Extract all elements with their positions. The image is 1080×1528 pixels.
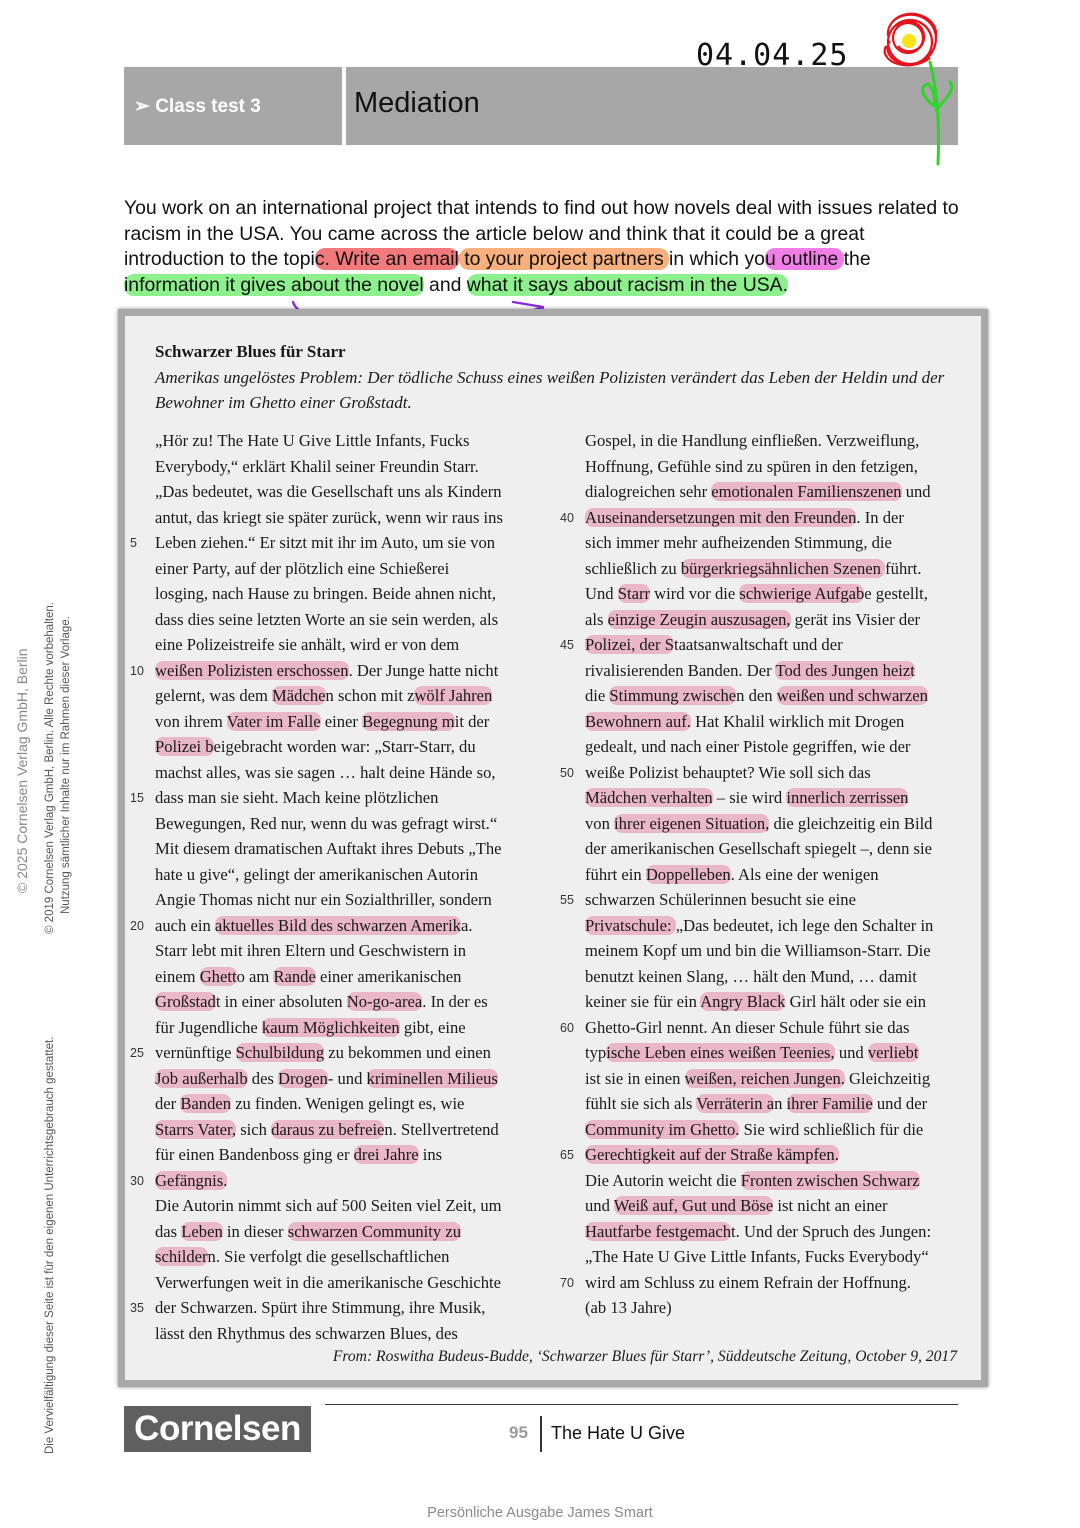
footer-rule <box>325 1404 958 1405</box>
marked-phrase: verliebt <box>867 1043 919 1062</box>
text-run: gerät ins Visier der <box>790 609 921 629</box>
text-run: sich <box>236 1119 272 1139</box>
text-run: ist nicht an einer <box>773 1196 888 1215</box>
article-line <box>585 734 980 760</box>
text-run: Hoffnung, Gefühle sind zu spüren in den fetzigen, <box>585 456 918 476</box>
line-number: 35 <box>130 1301 144 1315</box>
article-line <box>585 709 980 735</box>
marked-phrase: Schulbildung <box>235 1043 325 1062</box>
text-run: die <box>585 686 610 705</box>
marked-phrase: Starr <box>617 584 650 603</box>
header-band <box>124 67 958 145</box>
text-run: - und <box>327 1068 367 1088</box>
article-line <box>585 1040 980 1066</box>
text-run: – sie wird <box>712 788 787 807</box>
article-line <box>155 709 545 735</box>
article-line <box>585 1066 980 1092</box>
text-run: der amerikanischen Gesellschaft spiegelt –, denn sie <box>585 839 932 858</box>
text-run: benutzt keinen Slang, … hält den Mund, … damit <box>585 966 917 986</box>
text-run: der <box>155 1094 181 1113</box>
text-run: dass man sie sieht. Mach keine plötzlichen <box>155 788 439 807</box>
task-text-3: the <box>843 248 871 270</box>
text-run: „Das bedeutet, was die Gesellschaft uns als Kindern <box>155 482 502 501</box>
text-run: t in einer absoluten <box>215 992 347 1011</box>
marked-phrase: No-go-area <box>346 992 423 1011</box>
article-line <box>585 607 980 633</box>
article-line <box>155 1015 545 1041</box>
article-line <box>560 505 980 531</box>
article-line <box>155 1244 545 1270</box>
text-run: Gleichzeitig <box>844 1068 931 1088</box>
line-number: 25 <box>130 1046 144 1060</box>
marked-phrase: Bewohnern auf. <box>585 711 691 731</box>
marked-phrase: einzige Zeugin auszusagen, <box>607 609 791 629</box>
article-line <box>585 1295 980 1321</box>
line-number: 20 <box>130 918 144 933</box>
article-line <box>585 479 980 505</box>
text-run: und <box>901 482 931 501</box>
text-run: und <box>834 1043 868 1062</box>
article-line <box>585 1168 980 1194</box>
text-run: zu bekommen und einen <box>324 1043 491 1062</box>
text-run: wird vor die <box>650 584 740 603</box>
copyright-2019: © 2019 Cornelsen Verlag GmbH, Berlin. Alle Rechte vorbehalten. <box>44 602 56 934</box>
page-number: 95 <box>509 1423 528 1442</box>
article-line <box>585 989 980 1015</box>
text-run: führt. <box>885 558 922 578</box>
article-line <box>585 428 980 454</box>
marked-phrase: Weiß auf, Gut und Böse <box>613 1196 774 1215</box>
text-run: Angie Thomas nicht nur ein Sozialthriller, sondern <box>155 890 492 909</box>
text-run: meinem Kopf um und bin die Williamson-Starr. Die <box>585 941 931 960</box>
text-run: (ab 13 Jahre) <box>585 1298 672 1317</box>
article-line <box>155 989 545 1015</box>
text-run: Girl hält oder sie ein <box>785 992 927 1011</box>
text-run: schließlich zu <box>585 558 681 578</box>
marked-phrase: Hautfarbe festgemach <box>585 1221 732 1241</box>
text-run: Die Autorin nimmt sich auf 500 Seiten viel Zeit, um <box>155 1196 502 1215</box>
article-line <box>585 1091 980 1117</box>
text-run: einer Party, auf der plötzlich eine Schießerei <box>155 558 450 578</box>
line-number: 15 <box>130 791 144 805</box>
text-run: dialogreichen sehr <box>585 482 712 501</box>
article-line <box>585 1117 980 1143</box>
marked-phrase: Polizei, der S <box>585 635 674 654</box>
highlight-novel-info: information it gives about the novel <box>124 273 424 296</box>
text-run: Ghetto-Girl nennt. An dieser Schule führt sie das <box>585 1017 910 1037</box>
marked-phrase: Auseinandersetzungen mit den Freunden <box>585 507 857 527</box>
marked-phrase: Gerechtigkeit auf der Straße kämpfen. <box>585 1145 839 1164</box>
text-run: gelernt, was dem <box>155 686 273 705</box>
marked-phrase: Mädche <box>272 686 326 705</box>
text-run: des <box>247 1068 279 1088</box>
text-run: n schon mit z <box>325 686 415 705</box>
handwritten-date: 04.04.25 <box>696 38 849 73</box>
article-line <box>155 964 545 990</box>
text-run: fühlt sie sich als <box>585 1094 697 1113</box>
text-run: auch ein <box>155 915 215 935</box>
marked-phrase: Verräterin a <box>696 1094 775 1113</box>
article-line <box>130 1040 545 1066</box>
text-run: Und <box>585 584 618 603</box>
marked-phrase: Vater im Falle <box>226 711 321 731</box>
usage-note: Nutzung sämtlicher Inhalte nur im Rahmen dieser Vorlage. <box>60 616 72 914</box>
text-run: . Als eine der wenigen <box>730 864 879 884</box>
article-line <box>585 913 980 939</box>
text-run: n. Sie verfolgt die gesellschaftlichen <box>207 1247 450 1266</box>
text-run: it der <box>454 711 490 731</box>
copyright-main: © 2025 Cornelsen Verlag GmbH, Berlin <box>14 648 30 893</box>
article-line <box>155 1066 545 1092</box>
article-line <box>130 658 545 684</box>
text-run: lässt den Rhythmus des schwarzen Blues, des <box>155 1323 458 1343</box>
personal-copy-note: Persönliche Ausgabe James Smart <box>427 1505 653 1521</box>
text-run: von ihrem <box>155 711 227 731</box>
text-run: Everybody,“ erklärt Khalil seiner Freundin Starr. <box>155 456 479 476</box>
text-run: hate u give“, gelingt der amerikanischen Autorin <box>155 864 479 884</box>
article-line <box>155 479 545 505</box>
article-source: From: Roswitha Budeus-Budde, ‘Schwarzer Blues für Starr’, Süddeutsche Zeitung, October 9, 2017 <box>332 1348 957 1365</box>
marked-phrase: schwarzen Community zu <box>287 1221 462 1241</box>
article-line <box>585 785 980 811</box>
article-line <box>560 760 980 786</box>
text-run: Mit diesem dramatischen Auftakt ihres Debuts „The <box>155 839 502 858</box>
article-title: Schwarzer Blues für Starr <box>155 342 346 361</box>
text-run: für einen Bandenboss ging er <box>155 1145 354 1164</box>
marked-phrase: Gefängnis. <box>155 1170 228 1190</box>
article-line <box>155 454 545 480</box>
text-run: typ <box>585 1043 607 1062</box>
article-line <box>155 1270 545 1296</box>
article-line <box>585 938 980 964</box>
text-run: Sie wird schließlich für die <box>739 1119 924 1139</box>
marked-phrase: Job außerhalb <box>155 1068 248 1088</box>
text-run: „Hör zu! The Hate U Give Little Infants, Fucks <box>155 431 470 450</box>
page-title: Mediation <box>346 67 958 145</box>
marked-phrase: drei Jahre <box>353 1145 419 1164</box>
article-column-right <box>560 428 980 1321</box>
text-run: Verwerfungen weit in die amerikanische Geschichte <box>155 1272 502 1292</box>
article-line <box>585 1193 980 1219</box>
marked-phrase: Polizei b <box>155 737 214 756</box>
text-run: und <box>585 1196 614 1215</box>
marked-phrase: weißen Polizisten erschossen <box>155 660 349 680</box>
text-run: das <box>155 1221 182 1241</box>
marked-phrase: Banden <box>180 1094 232 1113</box>
article-line <box>585 556 980 582</box>
marked-phrase: Begegnung m <box>362 711 455 731</box>
text-run: t. Und der Spruch des Jungen: <box>731 1221 932 1241</box>
article-line <box>155 683 545 709</box>
text-run: einer <box>320 711 363 731</box>
text-run: eine Polizeistreife sie anhält, wird er von dem <box>155 635 460 654</box>
article-subtitle: Amerikas ungelöstes Problem: Der tödliche Schuss eines weißen Polizisten verändert das Leben der Heldin und der Bewohner im Ghetto einer Großstadt. <box>155 368 945 412</box>
text-run: gibt, eine <box>399 1017 466 1037</box>
article-line <box>155 811 545 837</box>
marked-phrase: schilder <box>155 1247 208 1266</box>
article-line <box>560 1015 980 1041</box>
article-line <box>155 887 545 913</box>
text-run: eigebracht worden war: „Starr-Starr, du <box>213 737 476 756</box>
text-run: von <box>585 813 615 833</box>
article-line <box>155 938 545 964</box>
marked-phrase: Privatschule: <box>585 915 676 935</box>
article-line <box>155 1193 545 1219</box>
article-line <box>155 428 545 454</box>
marked-phrase: Angry Black <box>700 992 786 1011</box>
marked-phrase: ihrer eigenen Situation, <box>614 813 770 833</box>
marked-phrase: weißen und schwarzen <box>776 686 928 705</box>
book-title: The Hate U Give <box>551 1423 686 1443</box>
article-line <box>585 683 980 709</box>
article-column-left <box>130 428 545 1346</box>
line-number: 45 <box>560 638 574 652</box>
text-run: losging, nach Hause zu bringen. Beide ahnen nicht, <box>155 584 496 603</box>
article-box <box>118 309 988 1387</box>
task-text-2: in which yo <box>669 248 765 270</box>
text-run: sich immer mehr aufheizenden Stimmung, die <box>585 533 892 552</box>
text-run: Starr lebt mit ihren Eltern und Geschwistern in <box>155 941 467 960</box>
line-number: 55 <box>560 893 574 907</box>
section-label: ➢ Class test 3 <box>124 67 342 145</box>
text-run: keiner sie für ein <box>585 992 701 1011</box>
article-line <box>585 862 980 888</box>
text-run: taatsanwaltschaft und der <box>673 635 843 654</box>
article-line <box>155 505 545 531</box>
text-run: führt ein <box>585 864 646 884</box>
text-run: n. Stellvertretend <box>384 1119 499 1139</box>
article-line <box>155 1219 545 1245</box>
text-run: dass dies seine letzten Worte an sie sein werden, als <box>155 609 499 629</box>
task-instructions <box>124 196 964 298</box>
article-line <box>560 1270 980 1296</box>
article-line <box>155 836 545 862</box>
article-line <box>560 887 980 913</box>
marked-phrase: bürgerkriegsähnlichen Szenen <box>680 558 886 578</box>
line-number: 60 <box>560 1020 574 1035</box>
text-run: e gestellt, <box>864 584 928 603</box>
article-line <box>155 734 545 760</box>
marked-phrase: Drogen <box>278 1068 328 1088</box>
text-run: schwarzen Schülerinnen besucht sie eine <box>585 890 856 909</box>
article-line <box>585 1219 980 1245</box>
article-line <box>560 632 980 658</box>
text-run: einem <box>155 966 200 986</box>
line-number: 5 <box>130 536 137 550</box>
line-number: 30 <box>130 1173 144 1188</box>
article-line <box>585 581 980 607</box>
line-number: 10 <box>130 663 144 678</box>
text-run: „The Hate U Give Little Infants, Fucks Everybody“ <box>585 1247 929 1266</box>
article-line <box>155 632 545 658</box>
text-run: „Das bedeutet, ich lege den Schalter in <box>675 915 934 935</box>
text-run: machst alles, was sie sagen … halt deine Hände so, <box>155 762 496 782</box>
marked-phrase: kaum Möglichkeiten <box>261 1017 400 1037</box>
text-run: für Jugendliche <box>155 1017 262 1037</box>
footer-divider <box>540 1416 542 1452</box>
line-number: 70 <box>560 1275 574 1290</box>
text-run: Hat Khalil wirklich mit Drogen <box>690 711 905 731</box>
marked-phrase: Leben <box>181 1221 223 1241</box>
line-number: 50 <box>560 765 574 780</box>
marked-phrase: kriminellen Milieus <box>366 1068 498 1088</box>
marked-phrase: innerlich zerrissen <box>786 788 909 807</box>
article-line <box>130 1295 545 1321</box>
text-run: die gleichzeitig ein Bild <box>769 813 933 833</box>
marked-phrase: Stimmung zwische <box>609 686 737 705</box>
marked-phrase: Tod des Jungen heizt <box>775 660 915 680</box>
article-line <box>130 785 545 811</box>
task-text: You work on an international project that intends to find out how novels deal with issues related to racism in the USA. You came across the article below and think that it could be a great introduction to the topi <box>124 197 959 270</box>
marked-phrase: ische Leben eines weißen Teenies, <box>606 1043 835 1062</box>
line-number: 40 <box>560 510 574 525</box>
marked-phrase: ihrer Familie <box>786 1094 873 1113</box>
text-run: der Schwarzen. Spürt ihre Stimmung, ihre Musik, <box>155 1298 486 1317</box>
text-run: Leben ziehen.“ Er sitzt mit ihr im Auto, um sie von <box>155 533 496 552</box>
article-line <box>155 581 545 607</box>
text-run: und der <box>872 1094 928 1113</box>
text-run: Die Autorin weicht die <box>585 1170 741 1190</box>
article-line <box>585 811 980 837</box>
highlight-project-partners: to your project partners <box>458 248 670 270</box>
text-run: . In der <box>856 507 904 527</box>
article-line <box>585 454 980 480</box>
article-line <box>585 964 980 990</box>
highlight-racism-usa: what it says about racism in the USA. <box>466 273 788 296</box>
text-run: ins <box>418 1145 443 1164</box>
article-line <box>155 1091 545 1117</box>
marked-phrase: Mädchen verhalten <box>585 788 713 807</box>
marked-phrase: Doppelleben <box>645 864 731 884</box>
cornelsen-logo: Cornelsen <box>124 1406 311 1452</box>
highlight-write-email: c. Write an email <box>314 248 459 270</box>
text-run: Bewegungen, Red nur, wenn du was gefragt wirst.“ <box>155 813 498 833</box>
article-line <box>130 913 545 939</box>
flower-doodle-icon <box>868 6 968 171</box>
reproduction-note: Die Vervielfältigung dieser Seite ist für den eigenen Unterrichtsgebrauch gestattet. <box>44 1036 56 1454</box>
article-line <box>585 658 980 684</box>
text-run: einer amerikanischen <box>315 966 462 986</box>
marked-phrase: Fronten zwischen Schwarz <box>740 1170 920 1190</box>
text-run: ist sie in einen <box>585 1068 685 1088</box>
marked-phrase: weißen, reichen Jungen. <box>684 1068 845 1088</box>
article-line <box>155 607 545 633</box>
text-run: n <box>774 1094 787 1113</box>
marked-phrase: schwierige Aufgab <box>739 584 865 603</box>
text-run: Gospel, in die Handlung einfließen. Verzweiflung, <box>585 431 920 450</box>
article-line <box>560 1142 980 1168</box>
marked-phrase: Großstad <box>155 992 216 1011</box>
text-run: als <box>585 609 608 629</box>
article-line <box>130 530 545 556</box>
text-run: gedealt, und nach einer Pistole gegriffen, wie der <box>585 737 911 756</box>
article-line <box>155 1321 545 1347</box>
article-line <box>130 1168 545 1194</box>
highlight-outline: u outline <box>764 248 844 270</box>
marked-phrase: daraus zu befreie <box>271 1119 385 1139</box>
marked-phrase: aktuelles Bild des schwarzen Amerik <box>214 915 461 935</box>
text-run: n den <box>736 686 777 705</box>
text-run: zu finden. Wenigen gelingt es, wie <box>231 1094 465 1113</box>
text-run: o am <box>236 966 274 986</box>
article-line <box>585 1244 980 1270</box>
article-line <box>155 862 545 888</box>
marked-phrase: Rande <box>273 966 316 986</box>
text-run: antut, das kriegt sie später zurück, wenn wir raus ins <box>155 507 503 527</box>
text-run: in dieser <box>222 1221 288 1241</box>
text-run: . Der Junge hatte nicht <box>348 660 499 680</box>
article-line <box>155 1117 545 1143</box>
text-run: rivalisierenden Banden. Der <box>585 660 776 680</box>
task-text-4: and <box>423 273 467 296</box>
text-run: weiße Polizist behauptet? Wie soll sich das <box>585 762 871 782</box>
article-line <box>155 760 545 786</box>
article-line <box>585 836 980 862</box>
marked-phrase: Ghett <box>199 966 237 986</box>
article-line <box>155 1142 545 1168</box>
marked-phrase: Starrs Vater, <box>155 1119 237 1139</box>
article-line <box>585 530 980 556</box>
text-run: a. <box>460 915 473 935</box>
text-run: wird am Schluss zu einem Refrain der Hoffnung. <box>585 1272 911 1292</box>
article-line <box>155 556 545 582</box>
marked-phrase: Community im Ghetto. <box>585 1119 740 1139</box>
line-number: 65 <box>560 1148 574 1162</box>
text-run: vernünftige <box>155 1043 236 1062</box>
text-run: . In der es <box>422 992 488 1011</box>
marked-phrase: emotionalen Familienszenen <box>711 482 902 501</box>
marked-phrase: wölf Jahren <box>414 686 493 705</box>
